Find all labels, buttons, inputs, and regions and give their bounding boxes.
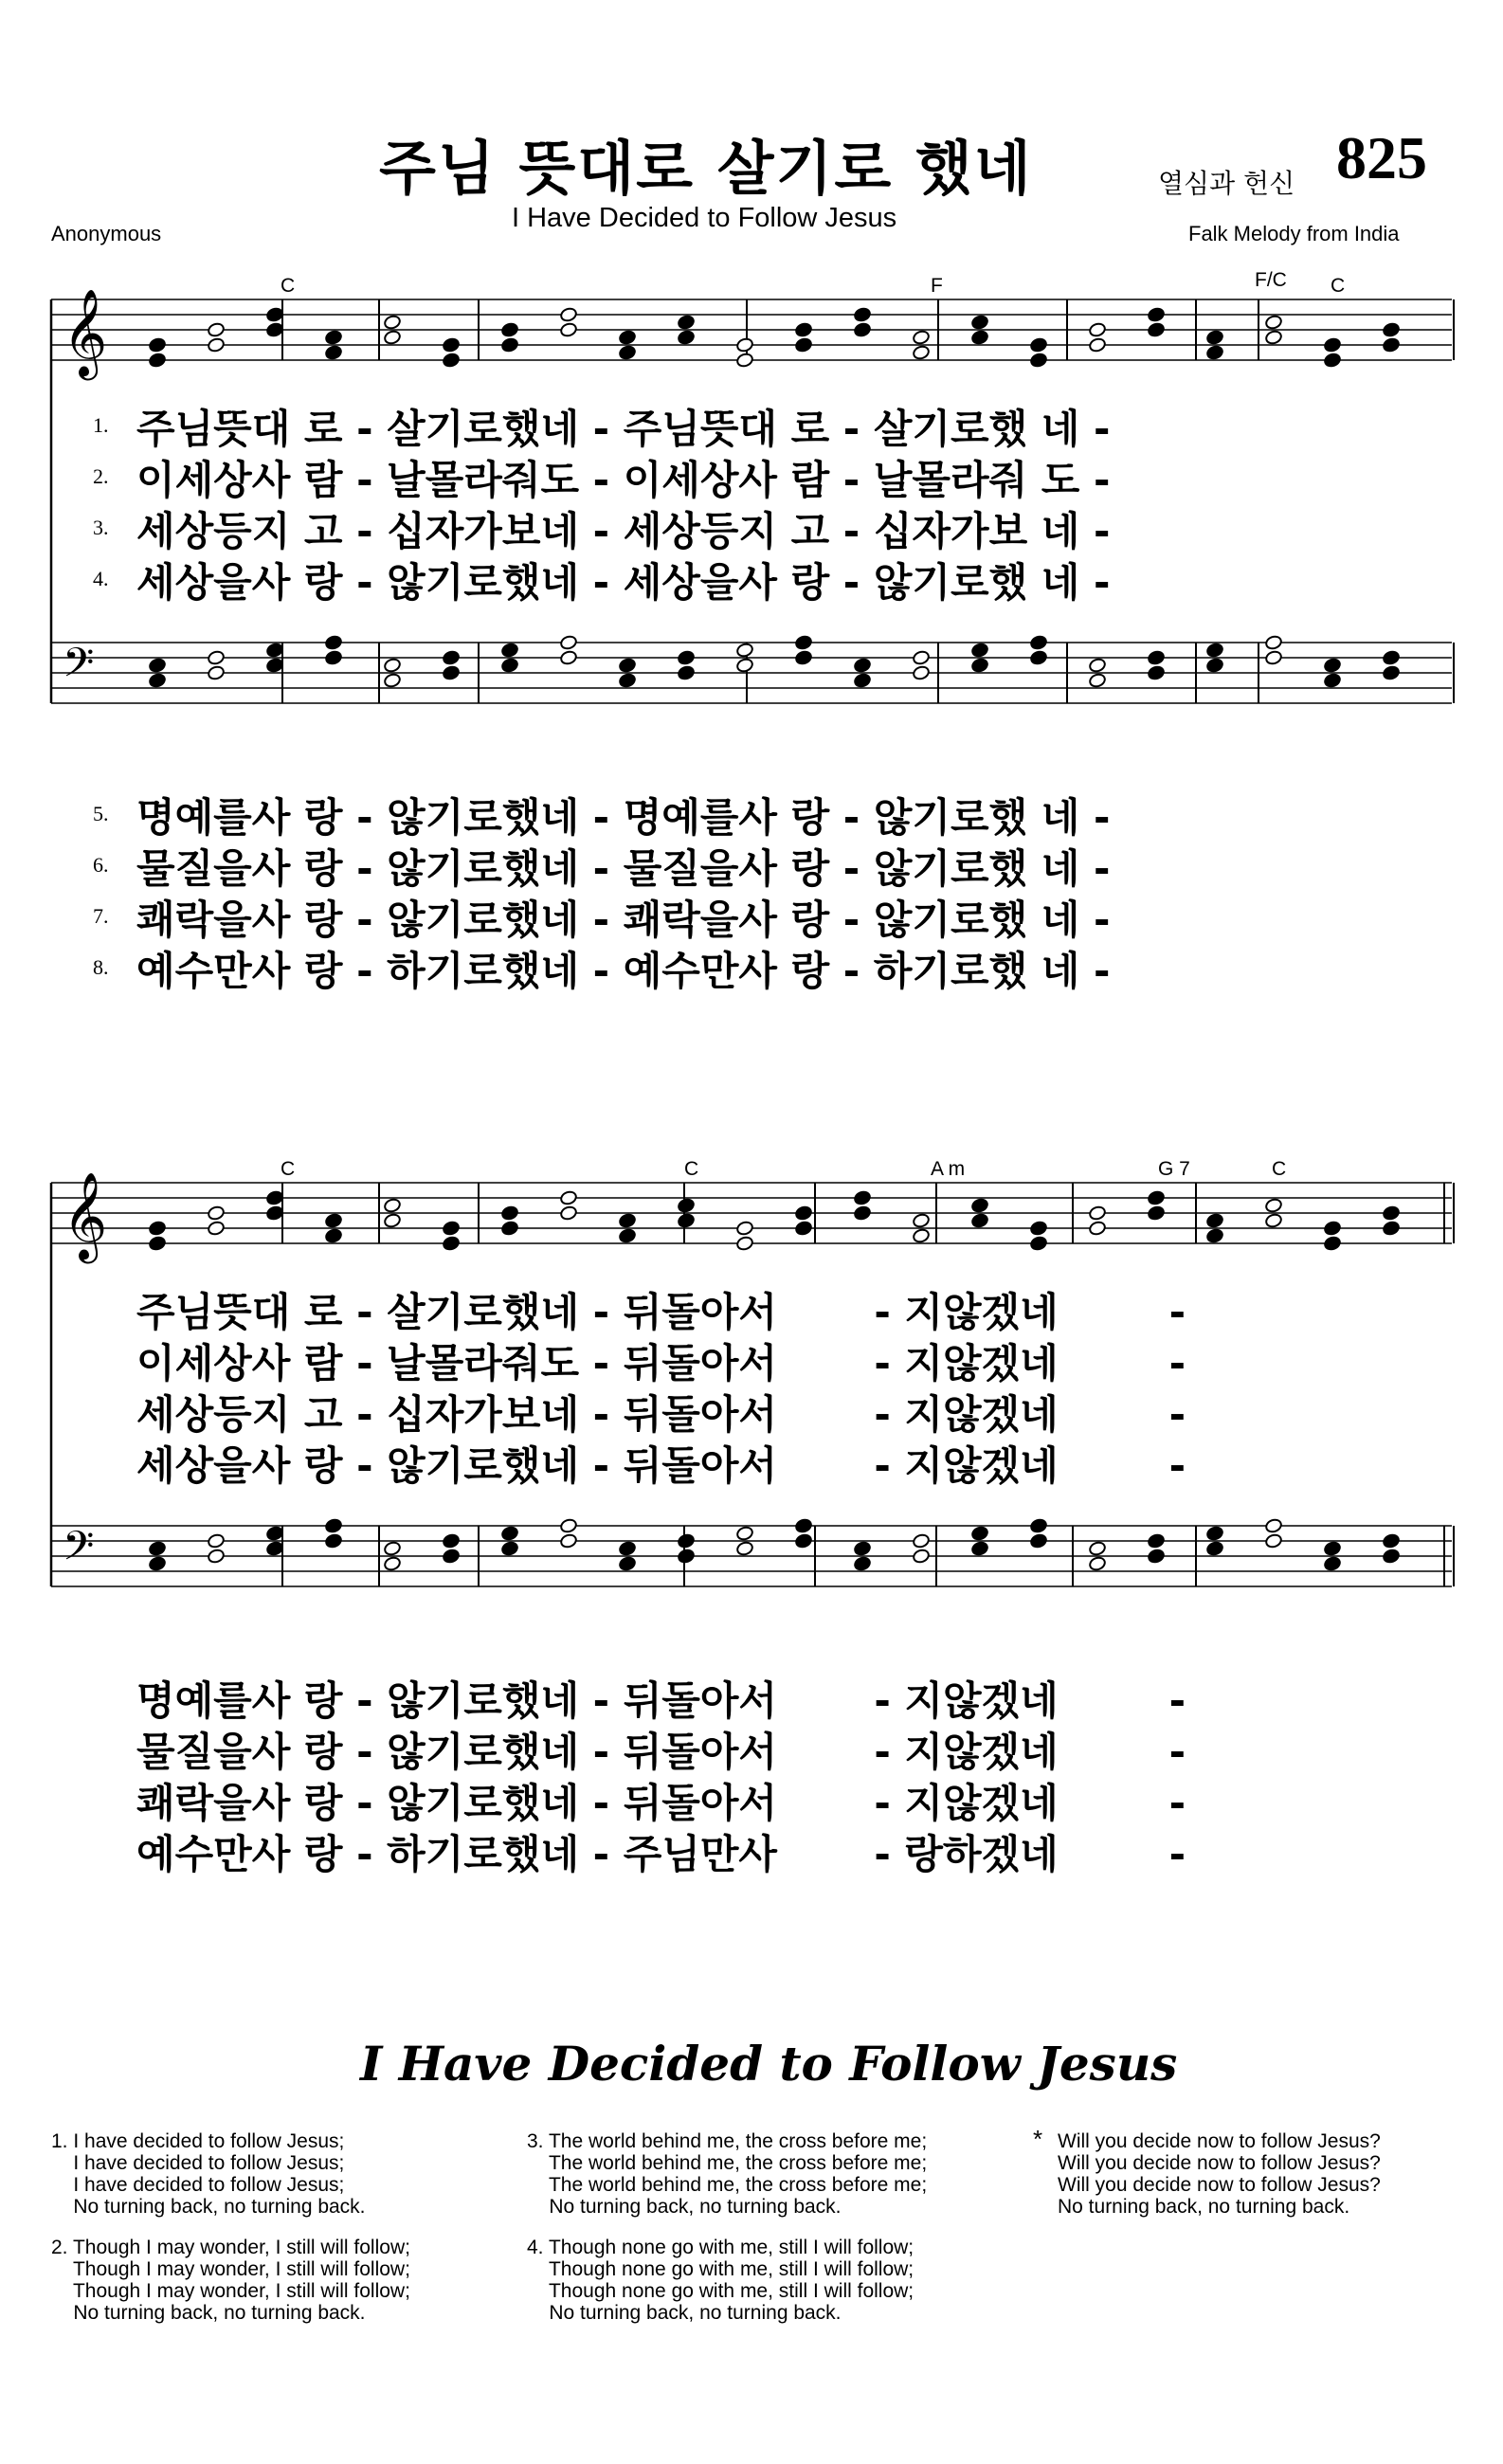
note-head — [1382, 337, 1400, 353]
note-head — [500, 658, 518, 674]
note-head — [324, 650, 342, 666]
note-head — [1323, 1541, 1341, 1557]
note-head — [148, 1236, 166, 1252]
note-head — [383, 315, 401, 331]
note-head — [853, 1190, 871, 1206]
note-head — [618, 658, 636, 674]
note-head — [735, 643, 753, 659]
note-head — [559, 307, 577, 323]
lyric-text: 예수만사 랑 - 하기로했네 - 주님만사 - 랑하겠네 - — [136, 1831, 1186, 1877]
note-head — [442, 353, 460, 369]
note-head — [559, 1205, 577, 1222]
note-head — [265, 1541, 283, 1557]
note-head — [618, 1228, 636, 1244]
bass-clef-icon: 𝄢 — [63, 640, 95, 697]
note-head — [1205, 345, 1223, 361]
note-head — [207, 1205, 225, 1222]
chord-symbol: C — [684, 1158, 699, 1180]
note-head — [853, 1556, 871, 1572]
note-head — [148, 658, 166, 674]
verse-number: 3. — [93, 516, 109, 539]
note-head — [1147, 650, 1165, 666]
note-head — [1382, 1221, 1400, 1237]
lyric-text: 세상을사 랑 - 않기로했네 - 세상을사 랑 - 않기로했 네 - — [136, 559, 1111, 606]
note-head — [500, 322, 518, 338]
note-head — [1205, 643, 1223, 659]
author-credit: Anonymous — [51, 222, 162, 245]
note-head — [618, 345, 636, 361]
note-head — [500, 1541, 518, 1557]
note-head — [853, 1541, 871, 1557]
note-head — [794, 337, 812, 353]
lyrics-block-4 — [136, 1670, 1186, 1875]
note-head — [618, 673, 636, 689]
note-head — [324, 1518, 342, 1534]
note-head — [794, 1518, 812, 1534]
note-head — [148, 673, 166, 689]
note-head — [1088, 337, 1106, 353]
verse-number: 2. — [93, 464, 109, 488]
verse-number: 1. — [93, 413, 109, 437]
note-head — [500, 1221, 518, 1237]
english-title: I Have Decided to Follow Jesus — [360, 2036, 1178, 2092]
note-head — [1264, 1213, 1282, 1229]
hymn-title: 주님 뜻대로 살기로 했네 — [379, 134, 1033, 203]
chord-symbol: G 7 — [1158, 1158, 1190, 1180]
lyric-text: 주님뜻대 로 - 살기로했네 - 뒤돌아서 - 지않겠네 - — [136, 1289, 1186, 1335]
note-head — [1323, 353, 1341, 369]
note-head — [853, 673, 871, 689]
note-head — [1264, 1198, 1282, 1214]
lyric-text: 예수만사 랑 - 하기로했네 - 예수만사 랑 - 하기로했 네 - — [136, 948, 1111, 994]
note-head — [207, 322, 225, 338]
english-verse-1: 1. I have decided to follow Jesus; I have decided to follow Jesus; I have decided to follow Jesus; No turning back, no turning back. — [51, 2130, 366, 2218]
hymn-number: 825 — [1336, 124, 1427, 191]
note-head — [383, 330, 401, 346]
note-head — [265, 643, 283, 659]
note-head — [148, 337, 166, 353]
note-head — [912, 345, 930, 361]
note-head — [912, 650, 930, 666]
lyric-text: 명예를사 랑 - 않기로했네 - 명예를사 랑 - 않기로했 네 - — [136, 794, 1111, 841]
note-head — [1205, 1526, 1223, 1542]
note-head — [207, 337, 225, 353]
note-head — [1088, 673, 1106, 689]
note-head — [1088, 658, 1106, 674]
note-head — [1147, 1205, 1165, 1222]
note-head — [148, 1541, 166, 1557]
note-head — [1205, 1213, 1223, 1229]
treble-clef-icon: 𝄞 — [63, 1171, 108, 1259]
note-head — [794, 1221, 812, 1237]
verse-number: 4. — [93, 567, 109, 590]
note-head — [324, 330, 342, 346]
note-head — [912, 330, 930, 346]
lyric-text: 세상등지 고 - 십자가보네 - 세상등지 고 - 십자가보 네 - — [136, 508, 1111, 554]
english-verse-5: Will you decide now to follow Jesus? Will you decide now to follow Jesus? Will you decide now to follow Jesus? No turning back, no turning back. — [1058, 2130, 1381, 2218]
note-head — [1029, 353, 1047, 369]
note-head — [1264, 635, 1282, 651]
note-head — [324, 1228, 342, 1244]
note-head — [383, 1541, 401, 1557]
note-head — [970, 658, 988, 674]
note-head — [1029, 1236, 1047, 1252]
note-head — [677, 665, 695, 681]
note-head — [442, 650, 460, 666]
note-head — [794, 322, 812, 338]
note-head — [1029, 650, 1047, 666]
note-head — [265, 1190, 283, 1206]
note-head — [1088, 1541, 1106, 1557]
note-head — [442, 665, 460, 681]
note-head — [383, 658, 401, 674]
note-head — [500, 643, 518, 659]
note-head — [1264, 1518, 1282, 1534]
note-head — [618, 1541, 636, 1557]
note-head — [735, 337, 753, 353]
lyric-text: 쾌락을사 랑 - 않기로했네 - 쾌락을사 랑 - 않기로했 네 - — [136, 897, 1111, 943]
note-head — [1382, 650, 1400, 666]
note-head — [442, 337, 460, 353]
note-head — [1264, 315, 1282, 331]
verse-number: 5. — [93, 802, 109, 825]
note-head — [383, 1556, 401, 1572]
note-head — [1382, 322, 1400, 338]
note-head — [265, 322, 283, 338]
lyric-text: 이세상사 람 - 날몰라줘도 - 뒤돌아서 - 지않겠네 - — [136, 1340, 1186, 1386]
verse-number: 6. — [93, 853, 109, 877]
lyric-text: 이세상사 람 - 날몰라줘도 - 이세상사 람 - 날몰라줘 도 - — [136, 457, 1111, 503]
note-head — [1147, 307, 1165, 323]
note-head — [1323, 1236, 1341, 1252]
lyric-text: 세상을사 랑 - 않기로했네 - 뒤돌아서 - 지않겠네 - — [136, 1442, 1186, 1489]
note-head — [324, 1533, 342, 1549]
note-head — [1264, 650, 1282, 666]
note-head — [1147, 322, 1165, 338]
note-head — [1323, 1556, 1341, 1572]
note-head — [1029, 337, 1047, 353]
note-head — [735, 1221, 753, 1237]
note-head — [207, 650, 225, 666]
lyric-text: 물질을사 랑 - 않기로했네 - 물질을사 랑 - 않기로했 네 - — [136, 845, 1111, 892]
note-head — [677, 1533, 695, 1549]
note-head — [735, 1526, 753, 1542]
hymn-category: 열심과 헌신 — [1158, 168, 1295, 199]
verse-number: 8. — [93, 955, 109, 979]
note-head — [1147, 1549, 1165, 1565]
note-head — [970, 643, 988, 659]
note-head — [559, 1190, 577, 1206]
bass-clef-icon: 𝄢 — [63, 1523, 95, 1580]
note-head — [912, 1549, 930, 1565]
note-head — [1205, 1541, 1223, 1557]
note-head — [912, 1213, 930, 1229]
lyric-text: 주님뜻대 로 - 살기로했네 - 주님뜻대 로 - 살기로했 네 - — [136, 406, 1111, 452]
note-head — [442, 1549, 460, 1565]
note-head — [677, 1213, 695, 1229]
note-head — [1323, 1221, 1341, 1237]
note-head — [1088, 1221, 1106, 1237]
note-head — [1323, 673, 1341, 689]
note-head — [735, 658, 753, 674]
chord-symbol: C — [281, 275, 296, 297]
note-head — [1029, 635, 1047, 651]
note-head — [1147, 1533, 1165, 1549]
note-head — [207, 1221, 225, 1237]
note-head — [383, 673, 401, 689]
lyric-text: 명예를사 랑 - 않기로했네 - 뒤돌아서 - 지않겠네 - — [136, 1677, 1186, 1724]
note-head — [970, 1541, 988, 1557]
note-head — [148, 1556, 166, 1572]
lyric-text: 쾌락을사 랑 - 않기로했네 - 뒤돌아서 - 지않겠네 - — [136, 1780, 1186, 1826]
note-head — [265, 1205, 283, 1222]
note-head — [677, 315, 695, 331]
note-head — [265, 1526, 283, 1542]
english-verse-3: 3. The world behind me, the cross before me; The world behind me, the cross before me; The world behind me, the cross before me; No turning back, no turning back. — [527, 2130, 928, 2218]
note-head — [735, 1541, 753, 1557]
note-head — [442, 1221, 460, 1237]
note-head — [383, 1213, 401, 1229]
chord-symbol: F — [931, 275, 943, 297]
note-head — [1205, 658, 1223, 674]
note-head — [677, 650, 695, 666]
chord-symbol: C — [281, 1158, 296, 1180]
note-head — [383, 1198, 401, 1214]
note-head — [442, 1236, 460, 1252]
note-head — [677, 1549, 695, 1565]
note-head — [912, 665, 930, 681]
note-head — [794, 650, 812, 666]
note-head — [794, 1205, 812, 1222]
english-verse-4: 4. Though none go with me, still I will follow; Though none go with me, still I will follow; Though none go with me, still I will follow; No turning back, no turning back. — [527, 2237, 914, 2324]
note-head — [970, 1213, 988, 1229]
note-head — [853, 307, 871, 323]
chord-symbol: C — [1331, 275, 1346, 297]
note-head — [1147, 1190, 1165, 1206]
chord-symbol: F/C — [1255, 269, 1287, 291]
chord-symbol: C — [1272, 1158, 1287, 1180]
note-head — [970, 315, 988, 331]
note-head — [794, 1533, 812, 1549]
note-head — [1323, 658, 1341, 674]
note-head — [1088, 1205, 1106, 1222]
note-head — [1382, 1205, 1400, 1222]
note-head — [1029, 1221, 1047, 1237]
note-head — [1264, 1533, 1282, 1549]
note-head — [1205, 1228, 1223, 1244]
note-head — [207, 1533, 225, 1549]
note-head — [1264, 330, 1282, 346]
note-head — [1029, 1533, 1047, 1549]
note-head — [500, 337, 518, 353]
note-head — [970, 1198, 988, 1214]
note-head — [677, 1198, 695, 1214]
note-head — [853, 658, 871, 674]
note-head — [1382, 1549, 1400, 1565]
note-head — [794, 635, 812, 651]
lyric-text: 세상등지 고 - 십자가보네 - 뒤돌아서 - 지않겠네 - — [136, 1391, 1186, 1438]
note-head — [265, 658, 283, 674]
lyrics-block-3 — [136, 1281, 1186, 1489]
chord-symbol: A m — [931, 1158, 966, 1180]
note-head — [912, 1533, 930, 1549]
note-head — [1147, 665, 1165, 681]
note-head — [148, 353, 166, 369]
note-head — [559, 1533, 577, 1549]
note-head — [1029, 1518, 1047, 1534]
note-head — [970, 330, 988, 346]
note-head — [559, 650, 577, 666]
note-head — [735, 1236, 753, 1252]
note-head — [1382, 1533, 1400, 1549]
note-head — [853, 322, 871, 338]
note-head — [853, 1205, 871, 1222]
note-head — [1382, 665, 1400, 681]
note-head — [1205, 330, 1223, 346]
verse-number: 7. — [93, 904, 109, 928]
melody-credit: Falk Melody from India — [1188, 222, 1400, 245]
note-head — [265, 307, 283, 323]
treble-clef-icon: 𝄞 — [63, 288, 108, 376]
note-head — [324, 635, 342, 651]
refrain-marker: * — [1033, 2125, 1043, 2153]
note-head — [618, 330, 636, 346]
hymn-subtitle: I Have Decided to Follow Jesus — [512, 203, 897, 233]
note-head — [559, 322, 577, 338]
note-head — [148, 1221, 166, 1237]
note-head — [207, 665, 225, 681]
note-head — [500, 1526, 518, 1542]
english-verse-2: 2. Though I may wonder, I still will follow; Though I may wonder, I still will follow; Though I may wonder, I still will follow; No turning back, no turning back. — [51, 2237, 410, 2324]
note-head — [912, 1228, 930, 1244]
note-head — [618, 1213, 636, 1229]
note-head — [1323, 337, 1341, 353]
note-head — [324, 345, 342, 361]
note-head — [324, 1213, 342, 1229]
note-head — [559, 1518, 577, 1534]
note-head — [618, 1556, 636, 1572]
note-head — [500, 1205, 518, 1222]
note-head — [677, 330, 695, 346]
note-head — [1088, 322, 1106, 338]
note-head — [559, 635, 577, 651]
note-head — [970, 1526, 988, 1542]
lyric-text: 물질을사 랑 - 않기로했네 - 뒤돌아서 - 지않겠네 - — [136, 1729, 1186, 1775]
note-head — [735, 353, 753, 369]
note-head — [207, 1549, 225, 1565]
note-head — [1088, 1556, 1106, 1572]
note-head — [442, 1533, 460, 1549]
